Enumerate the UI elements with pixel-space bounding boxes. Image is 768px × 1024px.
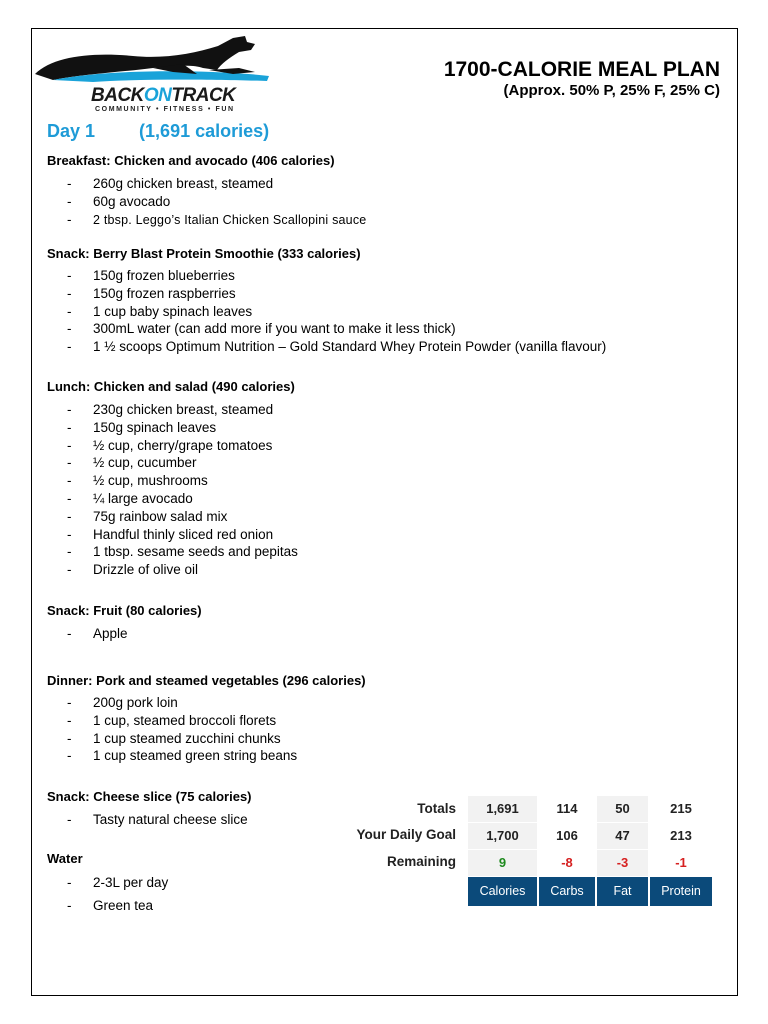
column-header-fat: Fat <box>597 877 648 906</box>
remaining-fat: -3 <box>597 850 648 876</box>
remaining-protein: -1 <box>675 855 687 870</box>
list-item: - Handful thinly sliced red onion <box>67 526 274 542</box>
goal-protein: 213 <box>670 828 692 843</box>
list-item: - 60g avocado <box>67 193 171 209</box>
meal-heading-snack-cheese: Snack: Cheese slice (75 calories) <box>47 789 252 804</box>
row-label-daily-goal: Your Daily Goal <box>356 827 456 842</box>
plan-subtitle: (Approx. 50% P, 25% F, 25% C) <box>503 82 720 99</box>
meal-items-water <box>67 871 168 917</box>
totals-protein: 215 <box>670 801 692 816</box>
list-item: - 1 cup, steamed broccoli florets <box>67 712 277 728</box>
column-header-calories: Calories <box>468 877 537 906</box>
meal-items-snack-fruit <box>67 625 128 643</box>
list-item: - 150g frozen raspberries <box>67 285 236 301</box>
list-item: - 200g pork loin <box>67 695 178 710</box>
remaining-carbs: -8 <box>561 855 573 870</box>
totals-fat: 50 <box>597 796 648 822</box>
list-item: - ½ cup, cherry/grape tomatoes <box>67 437 273 453</box>
list-item: - 230g chicken breast, steamed <box>67 402 274 417</box>
list-item: - Tasty natural cheese slice <box>67 812 248 827</box>
meal-items-dinner <box>67 694 297 765</box>
list-item: - 2-3L per day <box>67 875 169 890</box>
list-item: - 1 cup steamed green string beans <box>67 748 298 764</box>
meal-heading-lunch: Lunch: Chicken and salad (490 calories) <box>47 379 295 394</box>
meal-heading-snack-fruit: Snack: Fruit (80 calories) <box>47 603 202 618</box>
list-item: - 300mL water (can add more if you want to make it less thick) <box>67 321 456 337</box>
plan-title: 1700-CALORIE MEAL PLAN <box>443 58 720 81</box>
column-header-carbs: Carbs <box>539 877 595 906</box>
back-on-track-logo <box>33 34 273 112</box>
totals-carbs: 114 <box>556 801 578 816</box>
row-label-remaining: Remaining <box>386 854 456 869</box>
meal-heading-water: Water <box>47 851 83 866</box>
list-item: - ½ cup, mushrooms <box>67 473 208 489</box>
list-item: - 2 tbsp. Leggo’s Italian Chicken Scallopini sauce <box>67 211 367 227</box>
column-header-protein: Protein <box>650 877 712 906</box>
day-calories: (1,691 calories) <box>139 121 270 141</box>
meal-items-breakfast <box>67 175 366 228</box>
list-item: - 150g frozen blueberries <box>67 268 235 283</box>
list-item: - 1 ½ scoops Optimum Nutrition – Gold Standard Whey Protein Powder (vanilla flavour) <box>67 339 607 355</box>
list-item: - ½ cup, cucumber <box>67 455 197 471</box>
logo-tagline: COMMUNITY • FITNESS • FUN <box>95 106 235 113</box>
list-item: - 75g rainbow salad mix <box>67 508 228 524</box>
list-item: - Green tea <box>67 898 154 913</box>
goal-calories: 1,700 <box>468 823 537 849</box>
list-item: - Drizzle of olive oil <box>67 562 199 578</box>
meal-heading-snack-smoothie: Snack: Berry Blast Protein Smoothie (333 calories) <box>47 246 361 261</box>
meal-items-snack-smoothie <box>67 267 606 356</box>
meal-items-lunch <box>67 401 298 579</box>
list-item: - ¼ large avocado <box>67 490 193 506</box>
list-item: - 1 cup steamed zucchini chunks <box>67 730 281 746</box>
meal-heading-breakfast: Breakfast: Chicken and avocado (406 calories) <box>47 153 335 168</box>
goal-fat: 47 <box>597 823 648 849</box>
remaining-calories: 9 <box>468 850 537 876</box>
list-item: - Apple <box>67 626 128 641</box>
row-label-totals: Totals <box>417 801 456 816</box>
logo-wordmark: BACKONTRACK <box>91 85 236 106</box>
goal-carbs: 106 <box>556 828 578 843</box>
nutrition-totals-table <box>330 796 712 908</box>
list-item: - 150g spinach leaves <box>67 419 217 435</box>
list-item: - 260g chicken breast, steamed <box>67 176 274 191</box>
day-title <box>47 121 269 142</box>
meal-heading-dinner: Dinner: Pork and steamed vegetables (296 calories) <box>47 673 366 688</box>
totals-calories: 1,691 <box>468 796 537 822</box>
list-item: - 1 cup baby spinach leaves <box>67 303 253 319</box>
meal-items-snack-cheese <box>67 811 248 829</box>
list-item: - 1 tbsp. sesame seeds and pepitas <box>67 544 298 560</box>
day-label: Day 1 <box>47 121 96 141</box>
